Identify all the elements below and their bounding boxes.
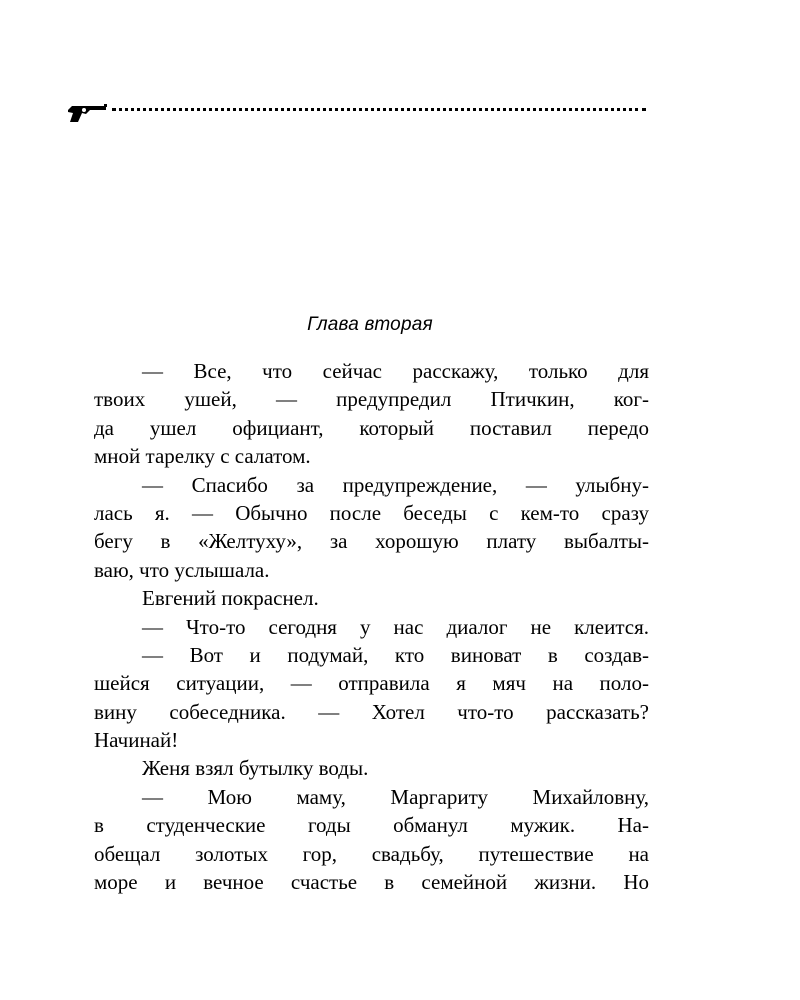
text-line: Начинай! (94, 728, 179, 753)
chapter-title: Глава вторая (307, 314, 433, 335)
text-line: Женя взял бутылку воды. (142, 756, 369, 781)
text-line: вину собеседника. — Хотел что-то рассказать? (94, 699, 649, 724)
body-text (94, 357, 649, 896)
text-line: ваю, что услышала. (94, 557, 270, 582)
text-line: — Что-то сегодня у нас диалог не клеится. (142, 614, 649, 639)
text-line: — Мою маму, Маргариту Михайловну, (142, 784, 649, 809)
text-line: обещал золотых гор, свадьбу, путешествие на (94, 841, 649, 866)
revolver-icon (66, 98, 110, 124)
text-line: мной тарелку с салатом. (94, 444, 311, 469)
text-line: бегу в «Желтуху», за хорошую плату выбалты- (94, 529, 649, 554)
text-line: лась я. — Обычно после беседы с кем-то сразу (94, 500, 649, 525)
text-line: в студенческие годы обманул мужик. На- (94, 813, 649, 838)
dotted-divider (112, 108, 646, 111)
text-line: — Вот и подумай, кто виноват в создав- (142, 642, 649, 667)
text-line: Евгений покраснел. (142, 586, 319, 611)
text-line: — Спасибо за предупреждение, — улыбну- (142, 472, 649, 497)
text-line: море и вечное счастье в семейной жизни. Но (94, 870, 649, 895)
text-line: шейся ситуации, — отправила я мяч на поло- (94, 671, 649, 696)
text-line: твоих ушей, — предупредил Птичкин, ког- (94, 387, 649, 412)
text-line: да ушел официант, который поставил передо (94, 415, 649, 440)
text-line: — Все, что сейчас расскажу, только для (142, 359, 649, 383)
page-header (66, 98, 646, 124)
